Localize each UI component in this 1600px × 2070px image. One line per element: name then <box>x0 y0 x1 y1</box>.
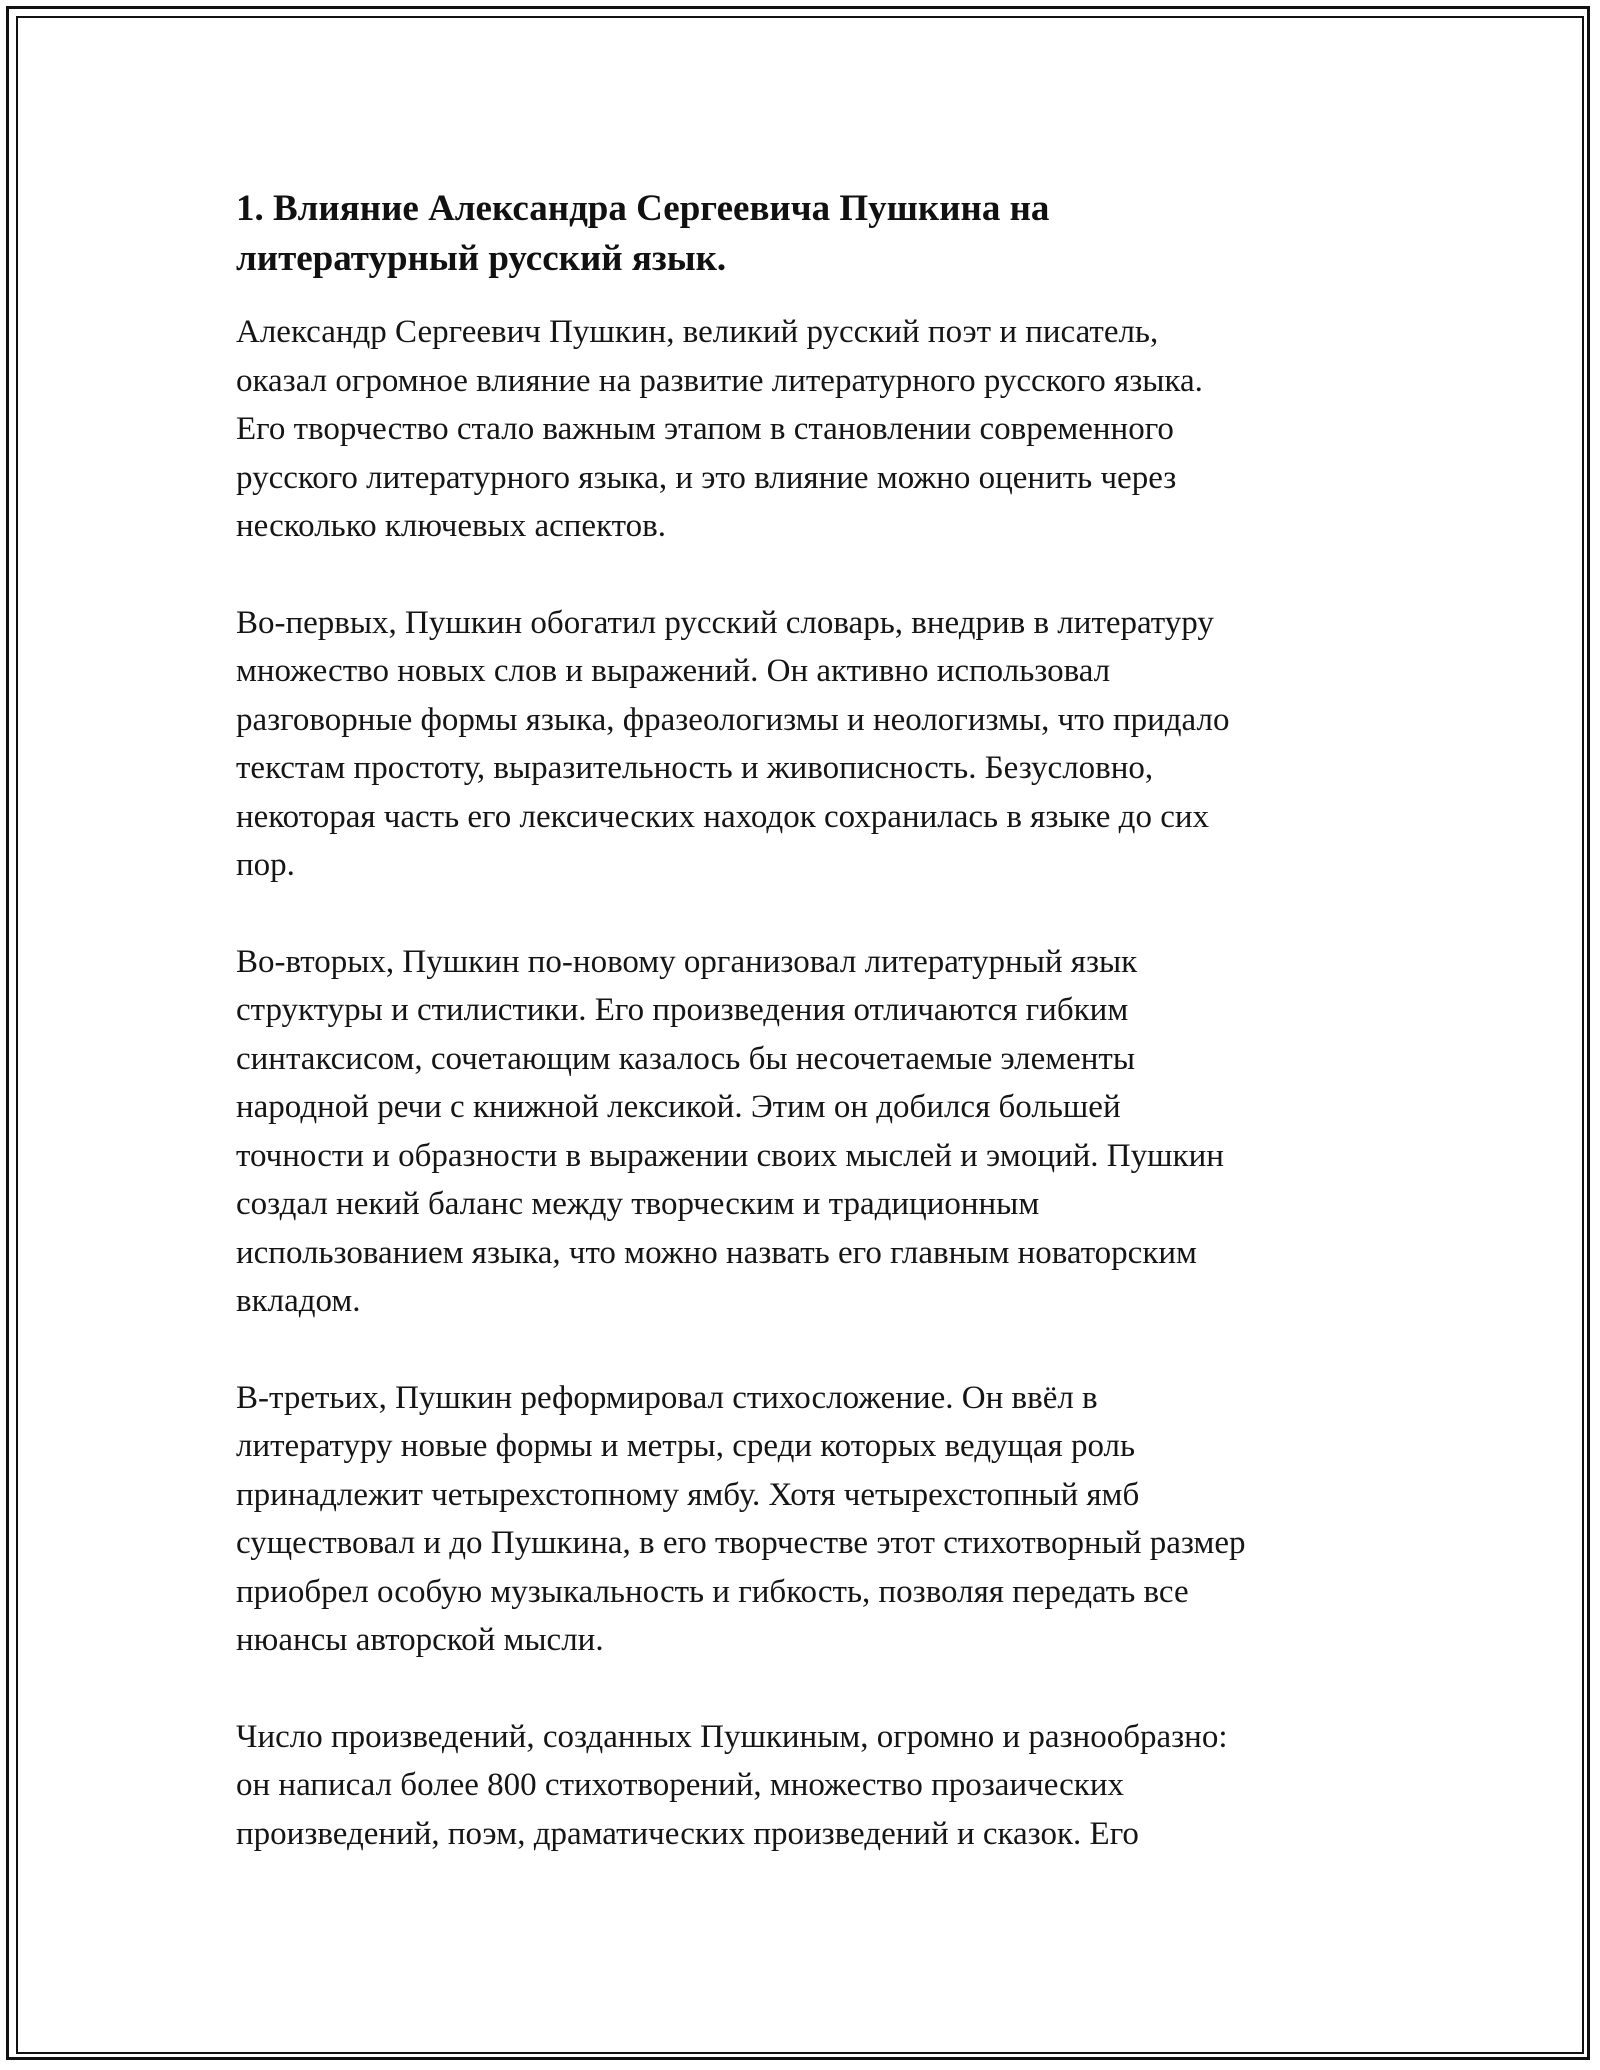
paragraph-intro <box>236 308 1396 551</box>
paragraph-first-point <box>236 599 1396 890</box>
text-line: русского литературного языка, и это влияние можно оценить через <box>236 459 1177 496</box>
text-line: несколько ключевых аспектов. <box>236 508 666 544</box>
text-line: принадлежит четырехстопному ямбу. Хотя четырехстопный ямб <box>236 1476 1140 1513</box>
text-line: он написал более 800 стихотворений, множество прозаических <box>236 1767 1125 1803</box>
heading-line: литературный русский язык. <box>236 238 727 279</box>
text-line: Во-первых, Пушкин обогатил русский словарь, внедрив в литературу <box>236 604 1214 641</box>
text-line: литературу новые формы и метры, среди которых ведущая роль <box>236 1428 1136 1464</box>
text-line: точности и образности в выражении своих мыслей и эмоций. Пушкин <box>236 1137 1224 1174</box>
text-line: вкладом. <box>236 1283 361 1319</box>
text-line: создал некий баланс между творческим и традиционным <box>236 1186 1040 1222</box>
paragraph-works-count <box>236 1713 1396 1859</box>
text-line: произведений, поэм, драматических произведений и сказок. Его <box>236 1815 1139 1852</box>
heading-line: 1. Влияние Александра Сергеевича Пушкина на <box>236 188 1050 229</box>
paragraph-third-point <box>236 1374 1396 1665</box>
text-line: множество новых слов и выражений. Он активно использовал <box>236 653 1111 689</box>
paragraph-second-point <box>236 938 1396 1326</box>
text-line: структуры и стилистики. Его произведения отличаются гибким <box>236 992 1129 1028</box>
section-heading <box>236 184 1396 284</box>
text-line: В-третьих, Пушкин реформировал стихосложение. Он ввёл в <box>236 1379 1098 1416</box>
text-line: существовал и до Пушкина, в его творчестве этот стихотворный размер <box>236 1525 1246 1561</box>
text-line: пор. <box>236 847 295 883</box>
text-line: использованием языка, что можно назвать его главным новаторским <box>236 1234 1197 1271</box>
text-line: Число произведений, созданных Пушкиным, огромно и разнообразно: <box>236 1718 1228 1755</box>
document-body <box>236 184 1396 1906</box>
text-line: оказал огромное влияние на развитие литературного русского языка. <box>236 362 1203 399</box>
text-line: приобрел особую музыкальность и гибкость, позволяя передать все <box>236 1573 1189 1610</box>
text-line: некоторая часть его лексических находок сохранилась в языке до сих <box>236 798 1210 835</box>
text-line: текстам простоту, выразительность и живописность. Безусловно, <box>236 750 1154 786</box>
text-line: Его творчество стало важным этапом в становлении современного <box>236 411 1174 447</box>
text-line: Во-вторых, Пушкин по-новому организовал литературный язык <box>236 943 1138 980</box>
text-line: Александр Сергеевич Пушкин, великий русский поэт и писатель, <box>236 314 1159 350</box>
text-line: синтаксисом, сочетающим казалось бы несочетаемые элементы <box>236 1040 1136 1077</box>
text-line: разговорные формы языка, фразеологизмы и неологизмы, что придало <box>236 701 1230 738</box>
text-line: народной речи с книжной лексикой. Этим он добился большей <box>236 1089 1121 1125</box>
text-line: нюансы авторской мысли. <box>236 1622 604 1658</box>
